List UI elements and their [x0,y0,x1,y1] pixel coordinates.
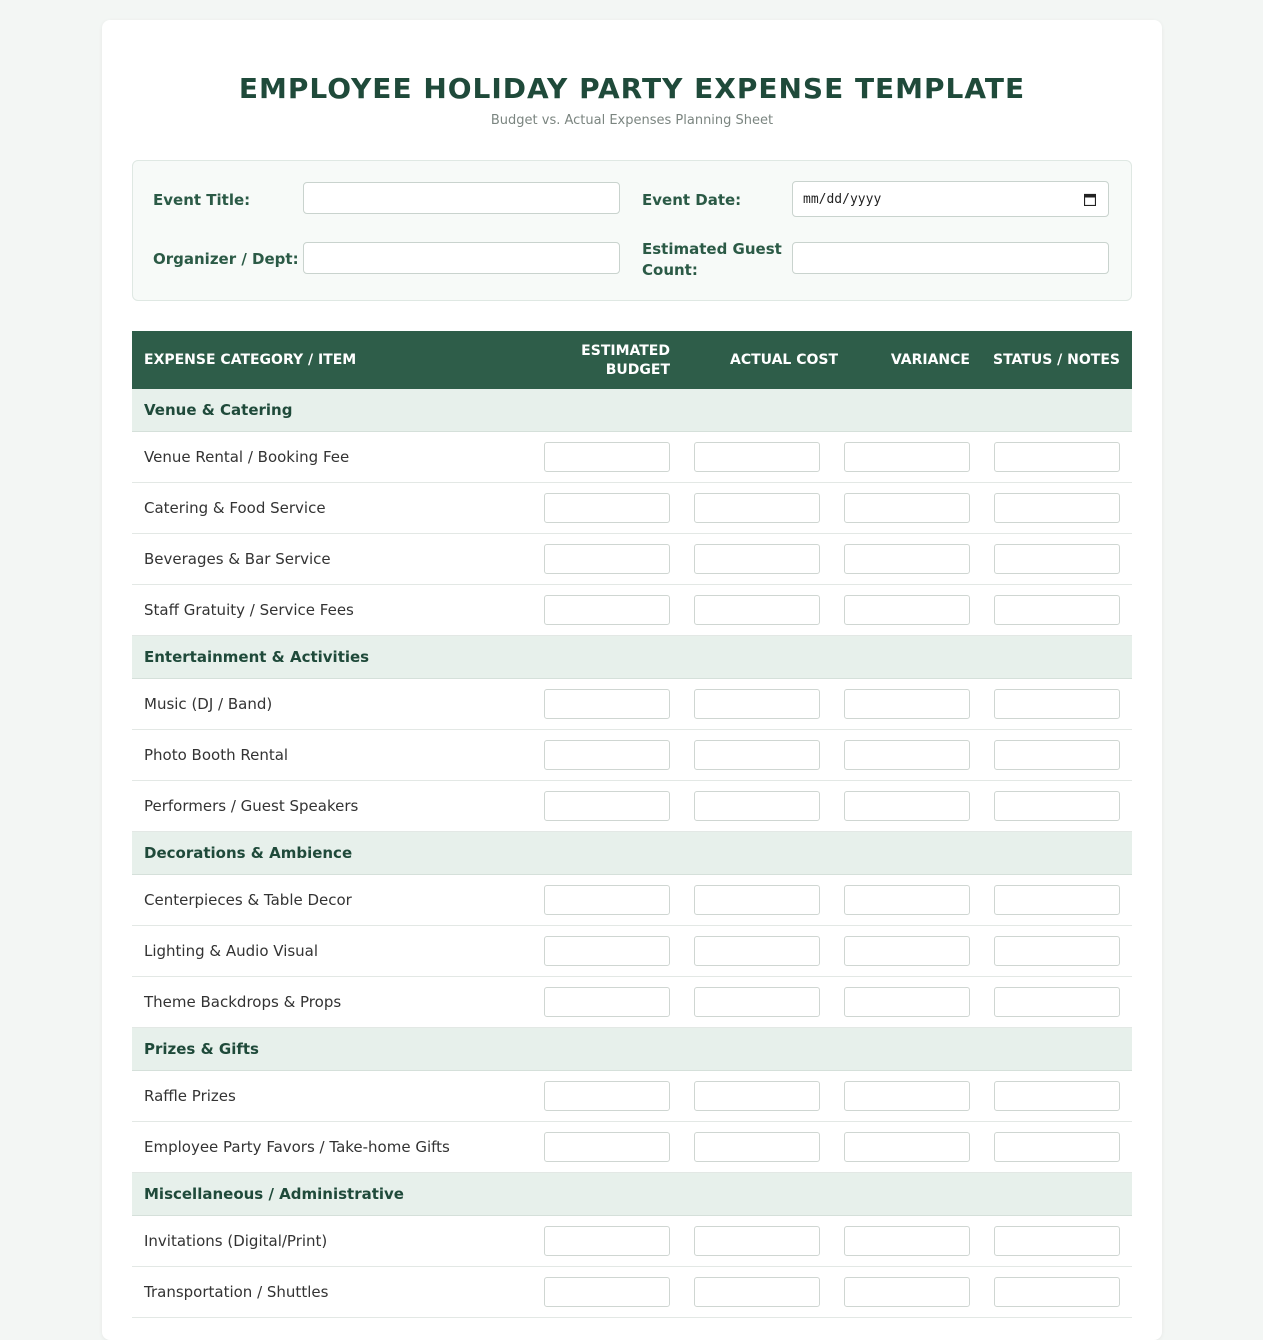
budget-input[interactable] [544,689,670,719]
guest-count-label-line2: Count: [642,261,698,279]
table-row [132,679,1132,730]
budget-input[interactable] [544,740,670,770]
status-notes-input[interactable] [994,544,1120,574]
status-notes-input[interactable] [994,1132,1120,1162]
category-row [132,389,1132,432]
table-row [132,875,1132,926]
event-date-label: Event Date: [642,191,742,209]
variance-input[interactable] [844,544,970,574]
column-header-budget-line1: ESTIMATED [581,343,670,359]
budget-input[interactable] [544,936,670,966]
table-row [132,534,1132,585]
actual-cost-input[interactable] [694,1277,820,1307]
actual-cost-input[interactable] [694,1226,820,1256]
variance-input[interactable] [844,1277,970,1307]
actual-cost-input[interactable] [694,442,820,472]
budget-input[interactable] [544,493,670,523]
actual-cost-input[interactable] [694,987,820,1017]
table-row [132,1122,1132,1173]
actual-cost-input[interactable] [694,740,820,770]
table-row [132,432,1132,483]
expense-template-card [102,20,1162,1340]
event-date-value: mm/dd/yyyy [803,192,882,207]
actual-cost-input[interactable] [694,936,820,966]
actual-cost-input[interactable] [694,689,820,719]
budget-input[interactable] [544,1277,670,1307]
category-row [132,1173,1132,1216]
budget-input[interactable] [544,595,670,625]
status-notes-input[interactable] [994,791,1120,821]
column-header-actual: ACTUAL COST [730,352,839,368]
expense-item-label: Photo Booth Rental [144,746,289,764]
expense-item-label: Catering & Food Service [144,499,326,517]
budget-input[interactable] [544,791,670,821]
expense-item-label: Staff Gratuity / Service Fees [144,601,354,619]
page-title: EMPLOYEE HOLIDAY PARTY EXPENSE TEMPLATE [238,72,1026,105]
table-row [132,1216,1132,1267]
column-header-variance: VARIANCE [890,352,970,368]
variance-input[interactable] [844,1226,970,1256]
status-notes-input[interactable] [994,595,1120,625]
expense-item-label: Beverages & Bar Service [144,550,331,568]
table-header [132,331,1132,389]
actual-cost-input[interactable] [694,791,820,821]
variance-input[interactable] [844,493,970,523]
budget-input[interactable] [544,1081,670,1111]
variance-input[interactable] [844,791,970,821]
variance-input[interactable] [844,740,970,770]
budget-input[interactable] [544,1226,670,1256]
category-row [132,832,1132,875]
column-header-budget-line2: BUDGET [605,362,670,378]
status-notes-input[interactable] [994,1226,1120,1256]
status-notes-input[interactable] [994,885,1120,915]
actual-cost-input[interactable] [694,493,820,523]
actual-cost-input[interactable] [694,1081,820,1111]
event-title-label: Event Title: [153,191,251,209]
variance-input[interactable] [844,987,970,1017]
status-notes-input[interactable] [994,1277,1120,1307]
variance-input[interactable] [844,1132,970,1162]
expense-item-label: Invitations (Digital/Print) [144,1232,328,1250]
actual-cost-input[interactable] [694,885,820,915]
organizer-label: Organizer / Dept: [153,250,299,268]
guest-count-input[interactable] [792,242,1109,274]
expense-item-label: Centerpieces & Table Decor [144,891,352,909]
status-notes-input[interactable] [994,936,1120,966]
variance-input[interactable] [844,442,970,472]
expense-table [132,331,1132,1318]
table-row [132,781,1132,832]
status-notes-input[interactable] [994,1081,1120,1111]
table-row [132,977,1132,1028]
category-row [132,1028,1132,1071]
category-name: Miscellaneous / Administrative [144,1185,404,1203]
event-date-input[interactable] [792,181,1109,217]
table-row [132,1071,1132,1122]
variance-input[interactable] [844,1081,970,1111]
expense-item-label: Music (DJ / Band) [144,695,273,713]
actual-cost-input[interactable] [694,544,820,574]
expense-item-label: Employee Party Favors / Take-home Gifts [144,1138,450,1156]
actual-cost-input[interactable] [694,595,820,625]
guest-count-label-line1: Estimated Guest [642,240,782,258]
expense-item-label: Performers / Guest Speakers [144,797,359,815]
table-row [132,730,1132,781]
category-name: Entertainment & Activities [144,648,370,666]
table-row [132,483,1132,534]
status-notes-input[interactable] [994,442,1120,472]
expense-item-label: Transportation / Shuttles [144,1283,329,1301]
expense-item-label: Raffle Prizes [144,1087,236,1105]
category-name: Prizes & Gifts [144,1040,259,1058]
table-row [132,926,1132,977]
column-header-item: EXPENSE CATEGORY / ITEM [144,352,357,368]
category-row [132,636,1132,679]
category-name: Decorations & Ambience [144,844,353,862]
variance-input[interactable] [844,595,970,625]
expense-item-label: Theme Backdrops & Props [144,993,342,1011]
calendar-icon[interactable] [1084,193,1096,206]
page-subtitle: Budget vs. Actual Expenses Planning Sheet [490,113,774,128]
expense-item-label: Lighting & Audio Visual [144,942,319,960]
actual-cost-input[interactable] [694,1132,820,1162]
status-notes-input[interactable] [994,740,1120,770]
category-name: Venue & Catering [144,401,293,419]
guest-count-label [642,239,782,281]
budget-input[interactable] [544,442,670,472]
table-row [132,1267,1132,1318]
budget-input[interactable] [544,544,670,574]
organizer-input[interactable] [303,242,620,274]
variance-input[interactable] [844,689,970,719]
variance-input[interactable] [844,885,970,915]
budget-input[interactable] [544,885,670,915]
column-header-status: STATUS / NOTES [993,352,1120,368]
table-row [132,585,1132,636]
column-header-budget [570,342,670,380]
budget-input[interactable] [544,987,670,1017]
budget-input[interactable] [544,1132,670,1162]
expense-item-label: Venue Rental / Booking Fee [144,448,350,466]
status-notes-input[interactable] [994,689,1120,719]
status-notes-input[interactable] [994,493,1120,523]
status-notes-input[interactable] [994,987,1120,1017]
event-info-panel [132,160,1132,301]
variance-input[interactable] [844,936,970,966]
event-title-input[interactable] [303,182,620,214]
